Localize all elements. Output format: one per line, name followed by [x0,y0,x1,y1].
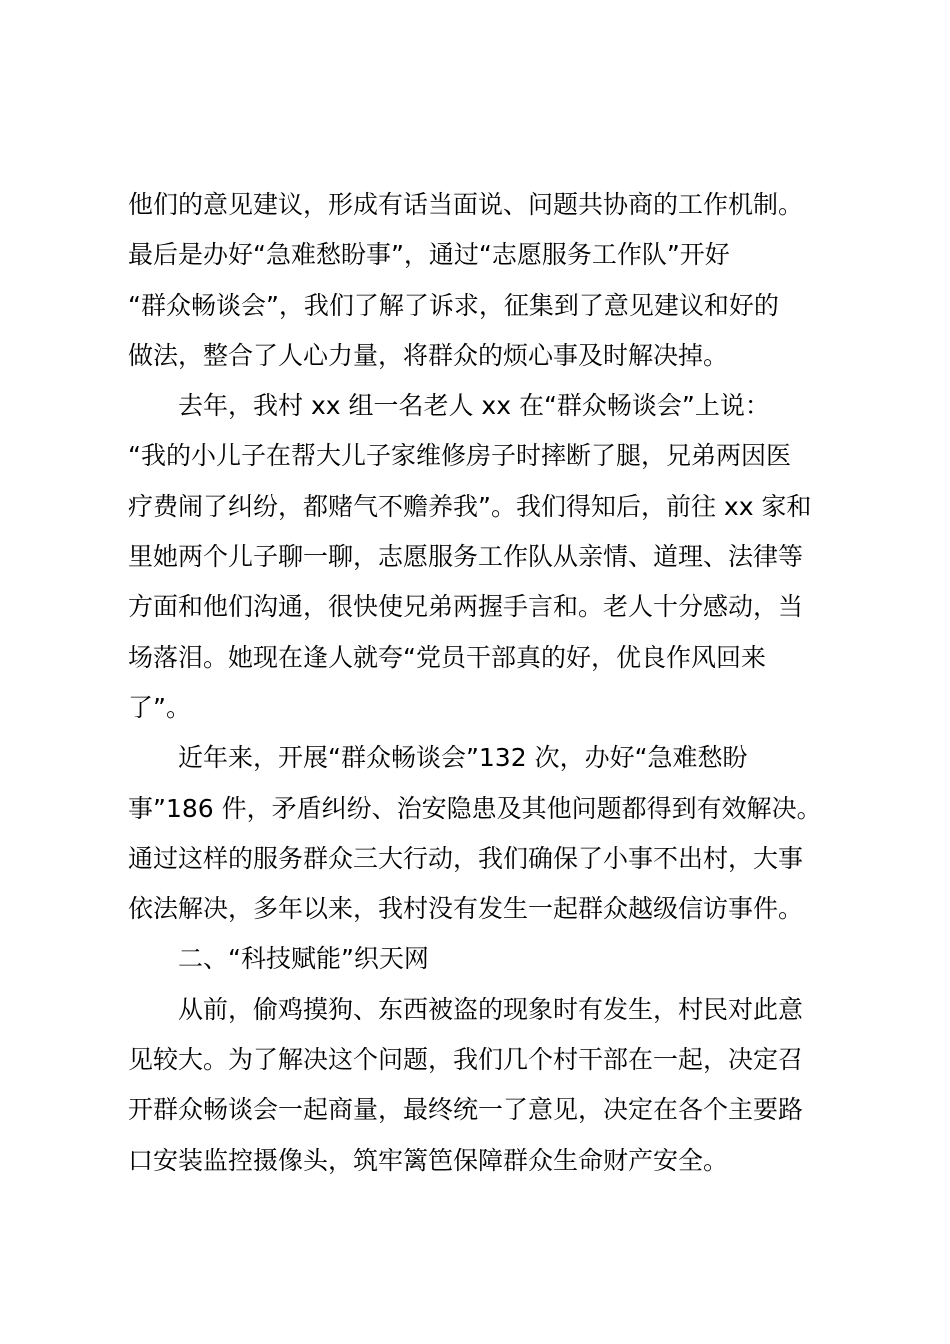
text-line: 疗费闹了纠纷，都赌气不赡养我”。我们得知后，前往 xx 家和 [128,491,812,521]
text-line: 场落泪。她现在逢人就夸“党员干部真的好，优良作风回来 [128,642,766,672]
text-line: 口安装监控摄像头，筑牢篱笆保障群众生命财产安全。 [128,1145,729,1175]
text-line: 通过这样的服务群众三大行动，我们确保了小事不出村，大事 [128,843,804,873]
paragraph-first-line: 近年来，开展“群众畅谈会”132 次，办好“急难愁盼 [178,743,748,773]
text-line: “我的小儿子在帮大儿子家维修房子时摔断了腿，兄弟两因医 [128,441,791,471]
text-line: 见较大。为了解决这个问题，我们几个村干部在一起，决定召 [128,1045,804,1075]
text-line: 方面和他们沟通，很快使兄弟两握手言和。老人十分感动，当 [128,592,804,622]
document-body [128,180,848,1186]
text-line: 做法，整合了人心力量，将群众的烦心事及时解决掉。 [128,340,729,370]
paragraph-first-line: 从前，偷鸡摸狗、东西被盗的现象时有发生，村民对此意 [178,994,804,1024]
text-line: 他们的意见建议，形成有话当面说、问题共协商的工作机制。 [128,190,804,219]
text-line: 最后是办好“急难愁盼事”，通过“志愿服务工作队”开好 [128,240,730,270]
text-line: 开群众畅谈会一起商量，最终统一了意见，决定在各个主要路 [128,1095,804,1125]
paragraph-first-line: 去年，我村 xx 组一名老人 xx 在“群众畅谈会”上说： [178,391,770,421]
section-heading: 二、“科技赋能”织天网 [178,944,429,974]
text-line: 里她两个儿子聊一聊，志愿服务工作队从亲情、道理、法律等 [128,542,804,572]
text-line: 依法解决，多年以来，我村没有发生一起群众越级信访事件。 [128,894,804,924]
text-line: “群众畅谈会”，我们了解了诉求，征集到了意见建议和好的 [128,290,779,320]
text-line: 了”。 [128,692,191,722]
text-line: 事”186 件，矛盾纠纷、治安隐患及其他问题都得到有效解决。 [128,793,822,823]
